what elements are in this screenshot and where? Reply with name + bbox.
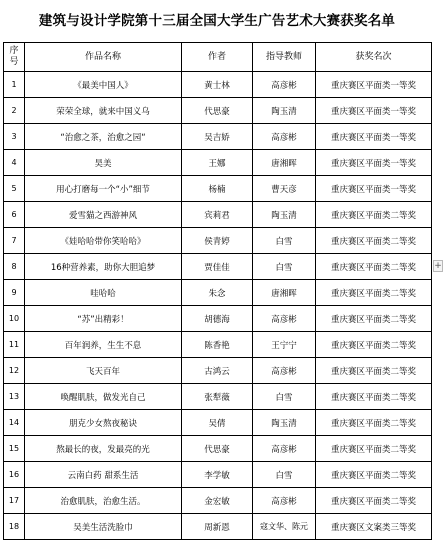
expand-handle-icon[interactable]: + bbox=[434, 261, 442, 271]
cell-seq: 8 bbox=[4, 254, 25, 280]
cell-teacher: 白雪 bbox=[253, 228, 316, 254]
sheet-title: 建筑与设计学院第十三届全国大学生广告艺术大赛获奖名单 bbox=[38, 13, 396, 29]
cell-work-name: “苏”出精彩！ bbox=[25, 306, 182, 332]
cell-award: 重庆赛区文案类三等奖 bbox=[316, 514, 432, 540]
cell-author: 宾莉君 bbox=[182, 202, 253, 228]
table-row bbox=[4, 436, 432, 462]
cell-award: 重庆赛区平面类二等奖 bbox=[316, 306, 432, 332]
cell-teacher: 寇文华、陈元 bbox=[253, 514, 316, 540]
table-row bbox=[4, 488, 432, 514]
cell-award: 重庆赛区平面类一等奖 bbox=[316, 98, 432, 124]
cell-award: 重庆赛区平面类二等奖 bbox=[316, 254, 432, 280]
col-header-author: 作者 bbox=[182, 43, 253, 72]
cell-seq: 13 bbox=[4, 384, 25, 410]
table-row bbox=[4, 306, 432, 332]
cell-award: 重庆赛区平面类二等奖 bbox=[316, 436, 432, 462]
cell-teacher: 白雪 bbox=[253, 384, 316, 410]
cell-teacher: 唐湘晖 bbox=[253, 280, 316, 306]
cell-author: 吴倩 bbox=[182, 410, 253, 436]
cell-seq: 11 bbox=[4, 332, 25, 358]
cell-teacher: 高彦彬 bbox=[253, 488, 316, 514]
table-row bbox=[4, 124, 432, 150]
cell-work-name: 治愈肌肤，治愈生活。 bbox=[25, 488, 182, 514]
cell-author: 陈香艳 bbox=[182, 332, 253, 358]
cell-seq: 7 bbox=[4, 228, 25, 254]
cell-seq: 1 bbox=[4, 72, 25, 98]
cell-author: 胡德海 bbox=[182, 306, 253, 332]
cell-work-name: 昊美 bbox=[25, 150, 182, 176]
cell-award: 重庆赛区平面类二等奖 bbox=[316, 280, 432, 306]
table-row bbox=[4, 462, 432, 488]
cell-seq: 10 bbox=[4, 306, 25, 332]
cell-seq: 2 bbox=[4, 98, 25, 124]
table-row bbox=[4, 410, 432, 436]
cell-seq: 6 bbox=[4, 202, 25, 228]
cell-teacher: 陶玉清 bbox=[253, 98, 316, 124]
cell-teacher: 高彦彬 bbox=[253, 306, 316, 332]
cell-teacher: 高彦彬 bbox=[253, 358, 316, 384]
table-row bbox=[4, 254, 432, 280]
cell-work-name: 哇哈哈 bbox=[25, 280, 182, 306]
table-row bbox=[4, 72, 432, 98]
cell-author: 古鸿云 bbox=[182, 358, 253, 384]
cell-seq: 14 bbox=[4, 410, 25, 436]
cell-author: 贾佳佳 bbox=[182, 254, 253, 280]
cell-author: 王娜 bbox=[182, 150, 253, 176]
cell-work-name: 百年润养，生生不息 bbox=[25, 332, 182, 358]
cell-seq: 12 bbox=[4, 358, 25, 384]
cell-award: 重庆赛区平面类一等奖 bbox=[316, 150, 432, 176]
cell-teacher: 陶玉清 bbox=[253, 410, 316, 436]
cell-teacher: 王宁宁 bbox=[253, 332, 316, 358]
cell-teacher: 白雪 bbox=[253, 254, 316, 280]
cell-author: 吴吉娇 bbox=[182, 124, 253, 150]
table-row bbox=[4, 150, 432, 176]
cell-author: 侯青婷 bbox=[182, 228, 253, 254]
cell-author: 周新恩 bbox=[182, 514, 253, 540]
cell-work-name: “治愈之茶，治愈之园“ bbox=[25, 124, 182, 150]
cell-teacher: 高彦彬 bbox=[253, 436, 316, 462]
table-row bbox=[4, 176, 432, 202]
col-header-teacher: 指导教师 bbox=[253, 43, 316, 72]
cell-seq: 4 bbox=[4, 150, 25, 176]
cell-seq: 3 bbox=[4, 124, 25, 150]
table-row bbox=[4, 358, 432, 384]
cell-teacher: 陶玉清 bbox=[253, 202, 316, 228]
cell-author: 代思豪 bbox=[182, 436, 253, 462]
cell-teacher: 曹天彦 bbox=[253, 176, 316, 202]
cell-author: 黄士林 bbox=[182, 72, 253, 98]
col-header-work: 作品名称 bbox=[25, 43, 182, 72]
cell-teacher: 高彦彬 bbox=[253, 124, 316, 150]
cell-seq: 18 bbox=[4, 514, 25, 540]
cell-seq: 17 bbox=[4, 488, 25, 514]
cell-work-name: 爱雪猫之西游神风 bbox=[25, 202, 182, 228]
table-row bbox=[4, 228, 432, 254]
cell-work-name: 用心打磨每一个“小”细节 bbox=[25, 176, 182, 202]
col-header-seq-text: 序号 bbox=[9, 46, 19, 67]
cell-seq: 15 bbox=[4, 436, 25, 462]
cell-seq: 5 bbox=[4, 176, 25, 202]
cell-work-name: 《娃哈哈带你笑哈哈》 bbox=[25, 228, 182, 254]
table-row bbox=[4, 280, 432, 306]
table-row bbox=[4, 514, 432, 540]
cell-work-name: 荣荣全球，就来中国义乌 bbox=[25, 98, 182, 124]
cell-teacher: 高彦彬 bbox=[253, 72, 316, 98]
cell-work-name: 唤醒肌肤，做发光自己 bbox=[25, 384, 182, 410]
cell-work-name: 16种营养素，助你大胆追梦 bbox=[25, 254, 182, 280]
table-header-row bbox=[4, 43, 432, 72]
cell-author: 杨楠 bbox=[182, 176, 253, 202]
cell-teacher: 白雪 bbox=[253, 462, 316, 488]
cell-work-name: 熬最长的夜，发最亮的光 bbox=[25, 436, 182, 462]
cell-award: 重庆赛区平面类一等奖 bbox=[316, 176, 432, 202]
cell-seq: 9 bbox=[4, 280, 25, 306]
cell-award: 重庆赛区平面类二等奖 bbox=[316, 410, 432, 436]
cell-award: 重庆赛区平面类二等奖 bbox=[316, 332, 432, 358]
cell-seq: 16 bbox=[4, 462, 25, 488]
table-row bbox=[4, 98, 432, 124]
cell-award: 重庆赛区平面类二等奖 bbox=[316, 462, 432, 488]
table-row bbox=[4, 384, 432, 410]
cell-work-name: 《最美中国人》 bbox=[25, 72, 182, 98]
col-header-award: 获奖名次 bbox=[316, 43, 432, 72]
cell-award: 重庆赛区平面类一等奖 bbox=[316, 72, 432, 98]
award-sheet bbox=[3, 0, 431, 540]
cell-author: 张犁薇 bbox=[182, 384, 253, 410]
table-row bbox=[4, 332, 432, 358]
cell-award: 重庆赛区平面类二等奖 bbox=[316, 488, 432, 514]
cell-work-name: 朋克少女熬夜秘诀 bbox=[25, 410, 182, 436]
cell-award: 重庆赛区平面类二等奖 bbox=[316, 358, 432, 384]
cell-award: 重庆赛区平面类二等奖 bbox=[316, 228, 432, 254]
award-table bbox=[3, 42, 432, 540]
cell-author: 朱念 bbox=[182, 280, 253, 306]
cell-author: 李学敏 bbox=[182, 462, 253, 488]
cell-award: 重庆赛区平面类一等奖 bbox=[316, 124, 432, 150]
cell-award: 重庆赛区平面类二等奖 bbox=[316, 202, 432, 228]
table-row bbox=[4, 202, 432, 228]
cell-work-name: 飞天百年 bbox=[25, 358, 182, 384]
cell-author: 代思豪 bbox=[182, 98, 253, 124]
cell-award: 重庆赛区平面类二等奖 bbox=[316, 384, 432, 410]
cell-teacher: 唐湘晖 bbox=[253, 150, 316, 176]
cell-author: 金宏敏 bbox=[182, 488, 253, 514]
cell-work-name: 吴美生活洗脸巾 bbox=[25, 514, 182, 540]
cell-work-name: 云南白药 甜系生活 bbox=[25, 462, 182, 488]
col-header-seq bbox=[4, 43, 25, 72]
